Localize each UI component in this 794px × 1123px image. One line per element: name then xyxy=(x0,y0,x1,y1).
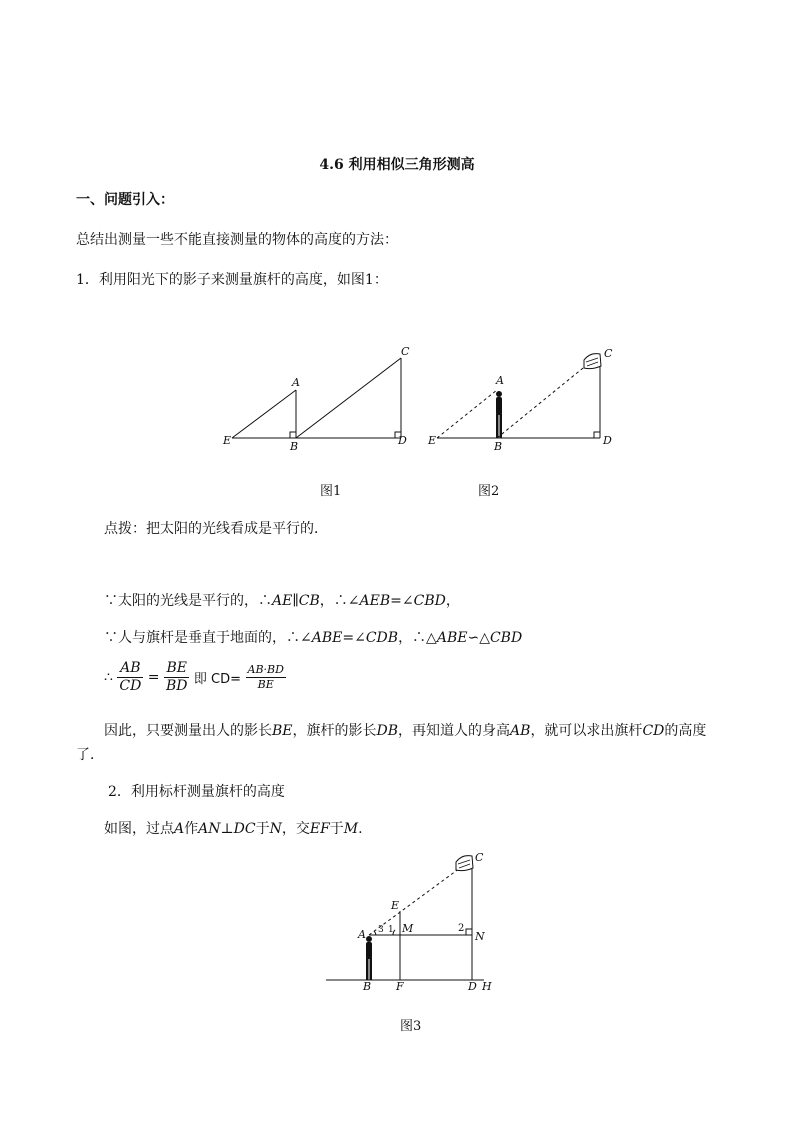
fig2-sun-ray-2 xyxy=(497,364,588,438)
construct-m: . xyxy=(358,821,363,837)
formula-ji: 即 CD= xyxy=(193,672,242,687)
construct-d: AN xyxy=(198,821,221,837)
reason1-b: AE∥CB xyxy=(272,593,320,609)
reason1-a: ∵太阳的光线是平行的，∴ xyxy=(104,593,272,609)
fig3-label-b: B xyxy=(363,980,372,993)
conclusion-a: 因此，只要测量出人的影长 xyxy=(104,723,272,739)
fig1-right-angle-b xyxy=(290,432,296,438)
conclusion-d: DB xyxy=(376,723,399,739)
figure-3 xyxy=(326,860,484,980)
reason2-e: ，∴△ xyxy=(398,630,437,646)
fig3-label-n: N xyxy=(475,930,485,943)
fig3-label-angle-2: 2 xyxy=(458,923,465,934)
fig2-flag-icon xyxy=(584,354,601,369)
reason2-b: ABE xyxy=(311,630,343,646)
hint-text: 点拨：把太阳的光线看成是平行的． xyxy=(104,521,328,537)
conclusion-c: ，旗杆的影长 xyxy=(292,723,377,739)
construct-k: 于 xyxy=(329,821,344,837)
construct-f: DC xyxy=(233,821,256,837)
conclusion-h: CD xyxy=(642,723,665,739)
fig3-label-d: D xyxy=(468,980,477,993)
figure-1 xyxy=(232,358,401,438)
reason1-d: AEB xyxy=(359,593,391,609)
fig3-label-angle-3: 3 xyxy=(378,925,384,935)
fig3-label-c: C xyxy=(475,851,484,864)
formula-line xyxy=(104,660,286,695)
fig1-label-e: E xyxy=(223,434,232,447)
reason2-c: =∠ xyxy=(342,630,366,646)
figure-1-caption: 图1 xyxy=(320,484,342,499)
construct-line xyxy=(104,818,363,838)
reason2-g: ∽△ xyxy=(467,630,490,646)
frac-num-ab-bd: AB·BD xyxy=(247,663,284,676)
fig2-label-d: D xyxy=(603,434,612,447)
frac-den-be: BE xyxy=(257,678,274,691)
fig2-label-a: A xyxy=(496,374,504,387)
construct-b: A xyxy=(174,821,185,837)
fig2-label-c: C xyxy=(604,347,613,360)
fig1-label-d: D xyxy=(398,434,407,447)
conclusion-e: ，再知道人的身高 xyxy=(398,723,511,739)
fig1-label-b: B xyxy=(290,440,299,453)
figure-3-caption: 图3 xyxy=(400,1019,422,1034)
reason2-h: CBD xyxy=(489,630,523,646)
conclusion-line xyxy=(104,720,706,740)
fig3-label-m: M xyxy=(402,922,414,935)
fig3-label-h: H xyxy=(482,980,492,993)
formula-equals: = xyxy=(147,669,160,686)
frac-num-be: BE xyxy=(164,660,190,678)
reason2-d: CDB xyxy=(365,630,399,646)
conclusion-b: BE xyxy=(272,723,293,739)
fig2-label-b: B xyxy=(494,440,503,453)
construct-c: 作 xyxy=(184,821,199,837)
reason2-f: ABE xyxy=(436,630,468,646)
frac-den-cd: CD xyxy=(119,678,142,694)
item-2-text: 2．利用标杆测量旗杆的高度 xyxy=(108,784,285,800)
fraction-cd-result xyxy=(246,663,286,692)
fig2-sun-ray-1 xyxy=(437,390,497,438)
fig2-right-angle-d xyxy=(594,432,600,438)
fig3-person-icon xyxy=(366,936,372,980)
fig1-segment-bc xyxy=(296,358,401,438)
construct-g: 于 xyxy=(255,821,270,837)
construct-a: 如图，过点 xyxy=(104,821,174,837)
fig1-label-c: C xyxy=(401,345,410,358)
conclusion-i: 的高度 xyxy=(664,723,707,739)
fig1-segment-ea xyxy=(232,390,296,438)
reason1-c: ，∴∠ xyxy=(319,593,360,609)
fig3-label-a: A xyxy=(358,928,366,941)
fraction-be-bd xyxy=(164,660,190,695)
formula-therefore: ∴ xyxy=(104,669,113,686)
fig3-flag-icon xyxy=(456,856,473,871)
construct-i: ，交 xyxy=(281,821,310,837)
item-1-text: 1．利用阳光下的影子来测量旗杆的高度，如图1： xyxy=(76,272,388,288)
construct-e: ⊥ xyxy=(220,821,234,837)
construct-h: N xyxy=(269,821,282,837)
frac-den-bd: BD xyxy=(165,678,188,694)
page-title: 4.6 利用相似三角形测高 xyxy=(319,157,475,173)
reason-line-1 xyxy=(104,590,460,610)
fig3-label-f: F xyxy=(396,980,404,993)
fraction-ab-cd xyxy=(117,660,143,695)
reason2-a: ∵人与旗杆是垂直于地面的，∴∠ xyxy=(104,630,312,646)
reason1-f: CBD xyxy=(413,593,446,609)
figure-2-caption: 图2 xyxy=(478,484,500,499)
construct-j: EF xyxy=(309,821,330,837)
intro-text: 总结出测量一些不能直接测量的物体的高度的方法： xyxy=(76,232,398,248)
section-heading: 一、问题引入： xyxy=(76,192,174,208)
fig3-angle-3-arc xyxy=(374,931,376,935)
conclusion-g: ，就可以求出旗杆 xyxy=(530,723,643,739)
reason1-e: =∠ xyxy=(390,593,414,609)
conclusion-line-2: 了． xyxy=(76,747,104,763)
reason-line-2 xyxy=(104,627,522,647)
reason1-g: ， xyxy=(445,593,460,609)
fig2-label-e: E xyxy=(428,434,437,447)
fig1-label-a: A xyxy=(292,376,300,389)
fig3-right-angle-n xyxy=(466,929,472,935)
conclusion-f: AB xyxy=(510,723,531,739)
fig3-label-angle-1: 1 xyxy=(388,925,394,935)
figure-2 xyxy=(437,356,600,438)
construct-l: M xyxy=(343,821,359,837)
fig3-label-e: E xyxy=(391,899,400,912)
fig2-person-icon xyxy=(496,391,502,438)
frac-num-ab: AB xyxy=(117,660,143,678)
